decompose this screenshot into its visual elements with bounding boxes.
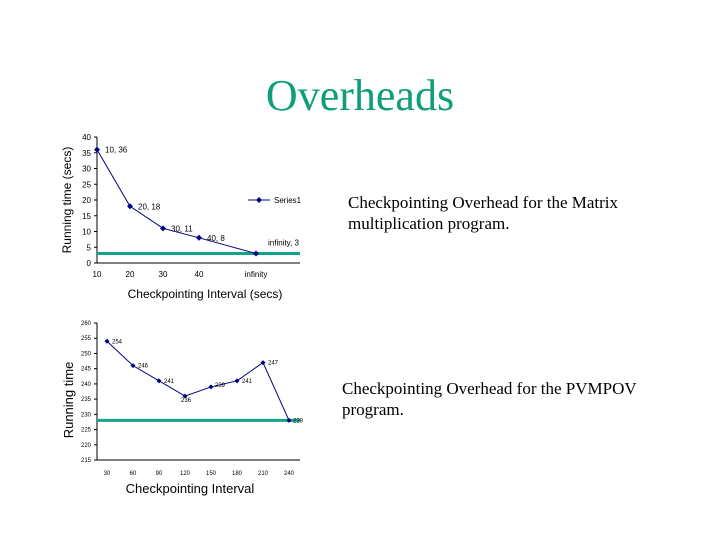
chart1-y-tick-label: 40 <box>82 133 91 142</box>
chart2-y-tick-label: 230 <box>80 412 91 419</box>
chart1-x-tick-label: 20 <box>125 270 135 279</box>
chart1-x-tick-label: 40 <box>194 270 204 279</box>
chart1-y-tick-label: 10 <box>82 227 91 237</box>
chart1-y-axis-title: Running time (secs) <box>60 146 74 254</box>
chart2-y-tick-label: 255 <box>80 336 91 343</box>
chart2-y-tick-label: 240 <box>80 381 91 388</box>
chart2-x-tick-label: 150 <box>205 471 217 477</box>
chart1-data-label: 40, 8 <box>207 233 225 243</box>
chart1-legend-marker <box>256 197 262 203</box>
chart1-x-tick-label: 30 <box>158 270 168 279</box>
chart1-y-tick-label: 5 <box>86 243 91 253</box>
chart2-x-tick-label: 30 <box>103 471 111 477</box>
chart1-x-tick-label: infinity <box>244 270 268 279</box>
chart2-data-label: 239 <box>215 382 226 389</box>
chart2-x-tick-label: 120 <box>179 471 191 477</box>
chart2-data-label: 241 <box>242 378 253 385</box>
chart2-data-label: 241 <box>164 378 175 385</box>
chart2-y-tick-label: 215 <box>80 458 91 464</box>
chart2-y-axis-title: Running time <box>61 361 76 439</box>
chart1-data-point <box>127 203 133 209</box>
chart2-data-point <box>287 418 292 423</box>
chart2-x-tick-label: 240 <box>283 471 295 477</box>
chart1-y-tick-label: 35 <box>82 148 91 158</box>
chart1-x-tick-label: 10 <box>92 270 102 279</box>
chart2-series-line <box>107 341 289 420</box>
chart2-data-label: 254 <box>112 339 123 346</box>
chart2-y-tick-label: 250 <box>80 351 91 358</box>
chart1-caption: Checkpointing Overhead for the Matrix multiplication program. <box>348 193 619 233</box>
chart2-y-tick-label: 235 <box>80 397 91 404</box>
chart2-data-label: 236 <box>181 398 192 405</box>
chart1-y-tick-label: 20 <box>82 196 91 205</box>
chart2-x-tick-label: 210 <box>257 471 269 477</box>
chart2-data-label: 246 <box>138 363 149 370</box>
chart1-y-tick-label: 25 <box>82 180 91 190</box>
chart2-data-point <box>209 384 214 389</box>
chart1-data-label: 20, 18 <box>138 202 161 212</box>
chart1-legend-label: Series1 <box>274 196 302 205</box>
chart2-y-tick-label: 245 <box>80 366 91 373</box>
chart1-y-tick-label: 30 <box>82 164 91 174</box>
chart1-data-point <box>160 225 166 231</box>
chart2-x-tick-label: 60 <box>129 471 137 477</box>
chart1-data-label: infinity, 3 <box>268 238 299 248</box>
chart2-y-tick-label: 220 <box>80 442 91 449</box>
chart1-data-label: 30, 11 <box>171 224 193 234</box>
chart2-y-tick-label: 260 <box>80 321 91 327</box>
chart1-data-point <box>253 251 259 257</box>
chart1-series-line <box>97 150 256 254</box>
chart2-data-label: 247 <box>268 360 279 367</box>
chart2-data-label: 228 <box>293 418 304 425</box>
chart2-data-point <box>157 378 162 383</box>
chart1-data-point <box>196 235 202 241</box>
chart1-x-axis-title: Checkpointing Interval (secs) <box>127 287 283 301</box>
chart1-data-point <box>94 147 100 153</box>
chart1-y-tick-label: 15 <box>82 211 91 221</box>
chart2-caption: Checkpointing Overhead for the PVMPOV program. <box>342 379 637 419</box>
chart2-x-axis-title: Checkpointing Interval <box>125 481 255 496</box>
chart1-y-tick-label: 0 <box>86 259 91 268</box>
chart2-x-tick-label: 180 <box>231 471 243 477</box>
chart2-y-tick-label: 225 <box>80 427 91 434</box>
chart2-x-tick-label: 90 <box>155 471 163 477</box>
chart1-data-label: 10, 36 <box>105 145 128 155</box>
slide-title: Overheads <box>265 71 455 120</box>
